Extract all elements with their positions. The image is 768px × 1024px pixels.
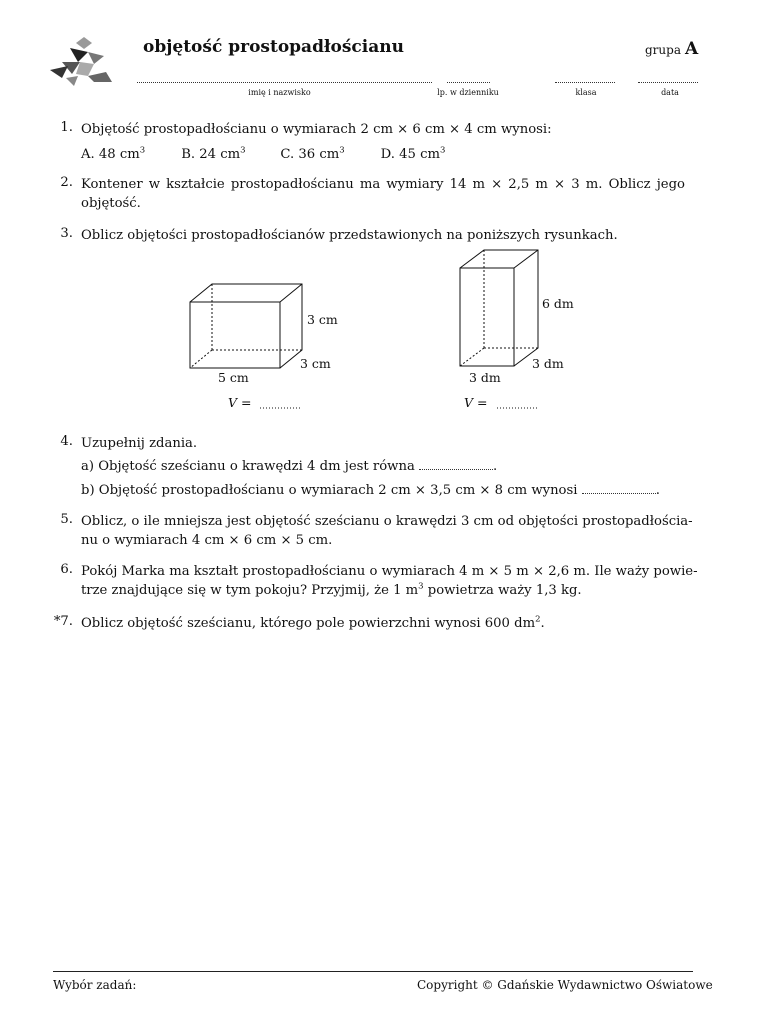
question-1-answers: [81, 145, 445, 164]
question-number: 5.: [60, 512, 73, 527]
answer-b: B. 24 $cm^3$: [181, 145, 246, 162]
fig2-height-label: 6 dm: [542, 296, 574, 311]
answer-a: A. 48 $cm^3$: [81, 145, 146, 162]
group-letter: A: [684, 39, 699, 59]
fig1-depth-label: 3 cm: [300, 356, 331, 371]
name-field[interactable]: [137, 76, 432, 83]
fig2-volume-label: V =: [464, 395, 488, 410]
fig1-width-label: 5 cm: [218, 370, 249, 385]
question-number: *7.: [53, 614, 73, 629]
question-7-text: Oblicz objętość sześcianu, którego pole powierzchni wynosi 600 $dm^2$.: [81, 614, 545, 631]
footer-left: Wybór zadań:: [53, 978, 137, 992]
answer-blank[interactable]: [419, 457, 493, 470]
publisher-logo: [48, 34, 118, 88]
question-5-line2: nu o wymiarach 4 cm × 6 cm × 5 cm.: [81, 533, 333, 548]
question-4a: a) Objętość sześcianu o krawędzi 4 dm jest równa .: [81, 459, 498, 474]
question-2-line2: objętość.: [81, 196, 141, 211]
class-number-label: lp. w dzienniku: [437, 88, 499, 97]
group-label: grupa A: [645, 39, 699, 59]
footer-divider: [53, 971, 693, 972]
date-field[interactable]: [638, 76, 698, 83]
question-4-text: Uzupełnij zdania.: [81, 436, 198, 451]
question-5-line1: Oblicz, o ile mniejsza jest objętość sześcianu o krawędzi 3 cm od objętości prostopadłościa-: [81, 514, 693, 529]
question-3-text: Oblicz objętości prostopadłościanów przedstawionych na poniższych rysunkach.: [81, 228, 618, 243]
name-field-label: imię i nazwisko: [248, 88, 311, 97]
box-figure-1: [180, 278, 360, 418]
question-number: 1.: [60, 120, 73, 135]
footer-copyright: Copyright © Gdańskie Wydawnictwo Oświatowe: [417, 978, 713, 992]
box-figure-2: [450, 240, 600, 415]
page-title: objętość prostopadłościanu: [143, 37, 404, 57]
question-2-line1: Kontener w kształcie prostopadłościanu ma wymiary 14 m × 2,5 m × 3 m. Oblicz jego: [81, 177, 685, 192]
class-label: klasa: [575, 88, 597, 97]
fig2-width-label: 3 dm: [469, 370, 501, 385]
fig1-volume-label: V =: [228, 395, 252, 410]
fig2-depth-label: 3 dm: [532, 356, 564, 371]
date-label: data: [661, 88, 679, 97]
answer-blank[interactable]: [582, 481, 656, 494]
answer-d: D. 45 $cm^3$: [380, 145, 446, 162]
question-number: 6.: [60, 562, 73, 577]
question-4b: b) Objętość prostopadłościanu o wymiarach 2 cm × 3,5 cm × 8 cm wynosi .: [81, 483, 660, 498]
class-field[interactable]: [555, 76, 615, 83]
question-number: 2.: [60, 175, 73, 190]
class-number-field[interactable]: [447, 76, 490, 83]
answer-c: C. 36 $cm^3$: [280, 145, 345, 162]
fig1-height-label: 3 cm: [307, 312, 338, 327]
question-1-text: Objętość prostopadłościanu o wymiarach 2 cm × 6 cm × 4 cm wynosi:: [81, 122, 552, 137]
question-number: 3.: [60, 226, 73, 241]
question-6-line2: trze znajdujące się w tym pokoju? Przyjmij, że 1 $m^3$ powietrza waży 1,3 kg.: [81, 581, 582, 598]
question-6-line1: Pokój Marka ma kształt prostopadłościanu o wymiarach 4 m × 5 m × 2,6 m. Ile waży powie-: [81, 564, 698, 579]
question-number: 4.: [60, 434, 73, 449]
